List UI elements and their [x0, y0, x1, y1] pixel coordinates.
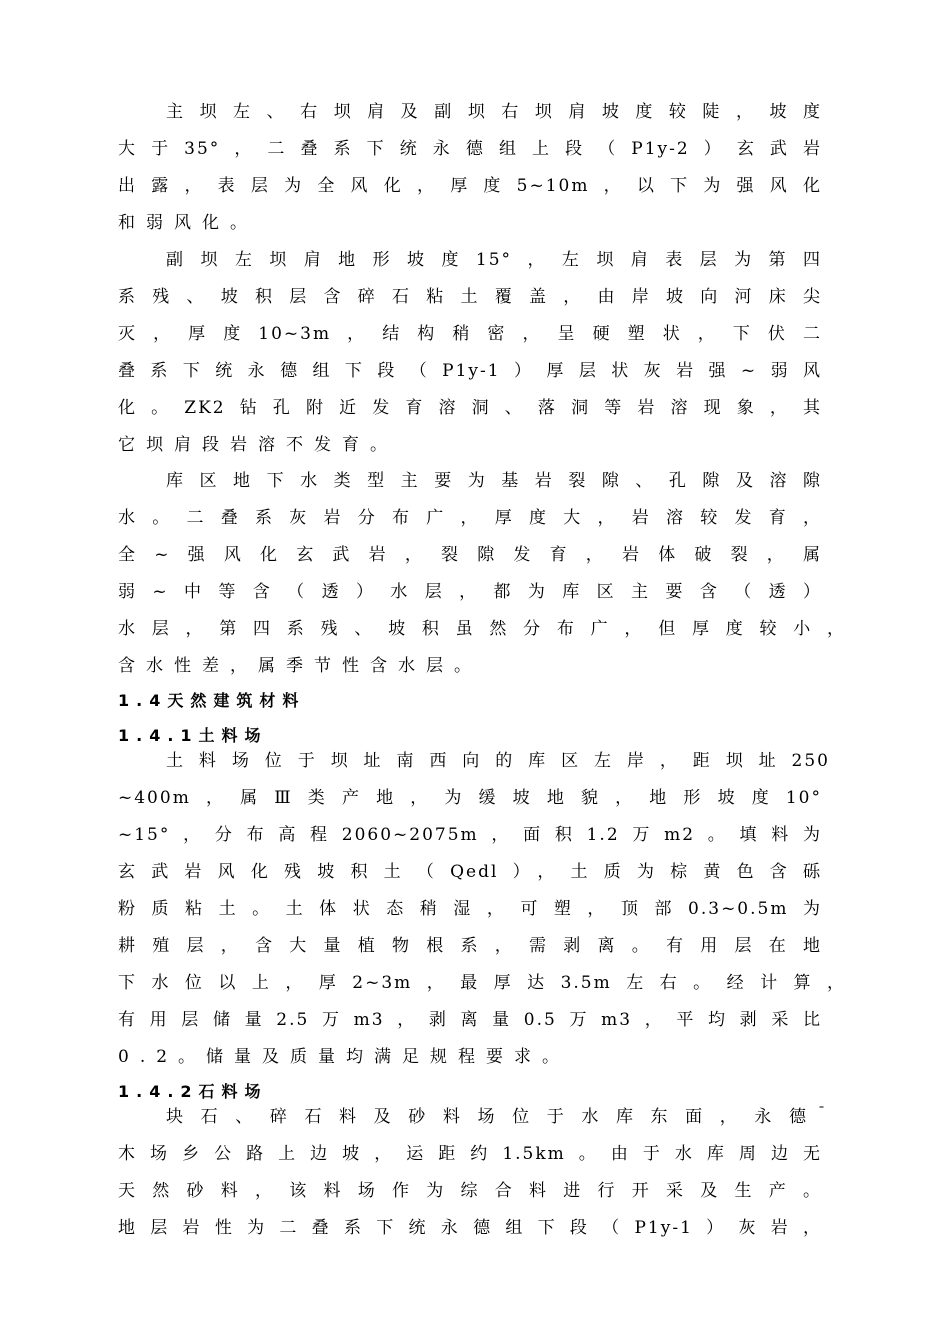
text-line: 粉质粘土。土体状态稍湿，可塑，顶部0.3~0.5m为 — [118, 899, 822, 919]
text-line: 系残、坡积层含碎石粘土覆盖，由岸坡向河床尖 — [118, 287, 822, 307]
text-line: 灭，厚度10~3m，结构稍密，呈硬塑状，下伏二 — [118, 324, 822, 344]
text-line: 有用层储量2.5万m3，剥离量0.5万m3，平均剥采比 — [118, 1010, 822, 1030]
text-line: ~400m，属Ⅲ类产地，为缓坡地貌，地形坡度10° — [118, 788, 822, 808]
text-line: 副坝左坝肩地形坡度15°，左坝肩表层为第四 — [166, 250, 822, 270]
text-line: 水层，第四系残、坡积虽然分布广，但厚度较小， — [118, 619, 846, 639]
text-line: 化。ZK2钻孔附近发育溶洞、落洞等岩溶现象，其 — [118, 398, 822, 418]
text-line: 土料场位于坝址南西向的库区左岸，距坝址250 — [166, 751, 830, 771]
text-line: 玄武岩风化残坡积土（Qedl），土质为棕黄色含砾 — [118, 862, 822, 882]
section-heading: 1.4天然建筑材料 — [118, 691, 306, 710]
text-line: 它坝肩段岩溶不发育。 — [118, 435, 398, 455]
text-line: 下水位以上，厚2~3m，最厚达3.5m左右。经计算， — [118, 973, 846, 993]
text-line: 块石、碎石料及砂料场位于水库东面，永德 — [166, 1107, 808, 1127]
text-line: ~15°，分布高程2060~2075m，面积1.2万m2。填料为 — [118, 825, 822, 845]
text-line: 0.2。储量及质量均满足规程要求。 — [118, 1047, 571, 1067]
text-line: 耕殖层，含大量植物根系，需剥离。有用层在地 — [118, 936, 822, 956]
text-line: 叠系下统永德组下段（P1y-1）厚层状灰岩强~弱风 — [118, 361, 822, 381]
text-line: 地层岩性为二叠系下统永德组下段（P1y-1）灰岩， — [118, 1218, 822, 1238]
text-line: 天然砂料，该料场作为综合料进行开采及生产。 — [118, 1181, 822, 1201]
text-line: 弱~中等含（透）水层，都为库区主要含（透） — [118, 582, 822, 602]
subsection-heading: 1.4.2石料场 — [118, 1082, 268, 1101]
subsection-heading: 1.4.1土料场 — [118, 726, 268, 745]
text-line: 含水性差，属季节性含水层。 — [118, 656, 482, 676]
margin-mark: ¯ — [818, 1105, 825, 1121]
text-line: 木场乡公路上边坡，运距约1.5km。由于水库周边无 — [118, 1144, 822, 1164]
text-line: 库区地下水类型主要为基岩裂隙、孔隙及溶隙 — [166, 471, 822, 491]
text-line: 主坝左、右坝肩及副坝右坝肩坡度较陡，坡度 — [166, 102, 822, 122]
text-line: 水。二叠系灰岩分布广，厚度大，岩溶较发育， — [118, 508, 822, 528]
text-line: 和弱风化。 — [118, 213, 258, 233]
text-line: 大于35°，二叠系下统永德组上段（P1y-2）玄武岩 — [118, 139, 822, 159]
text-line: 出露，表层为全风化，厚度5~10m，以下为强风化 — [118, 176, 822, 196]
text-line: 全~强风化玄武岩，裂隙发育，岩体破裂，属 — [118, 545, 822, 565]
